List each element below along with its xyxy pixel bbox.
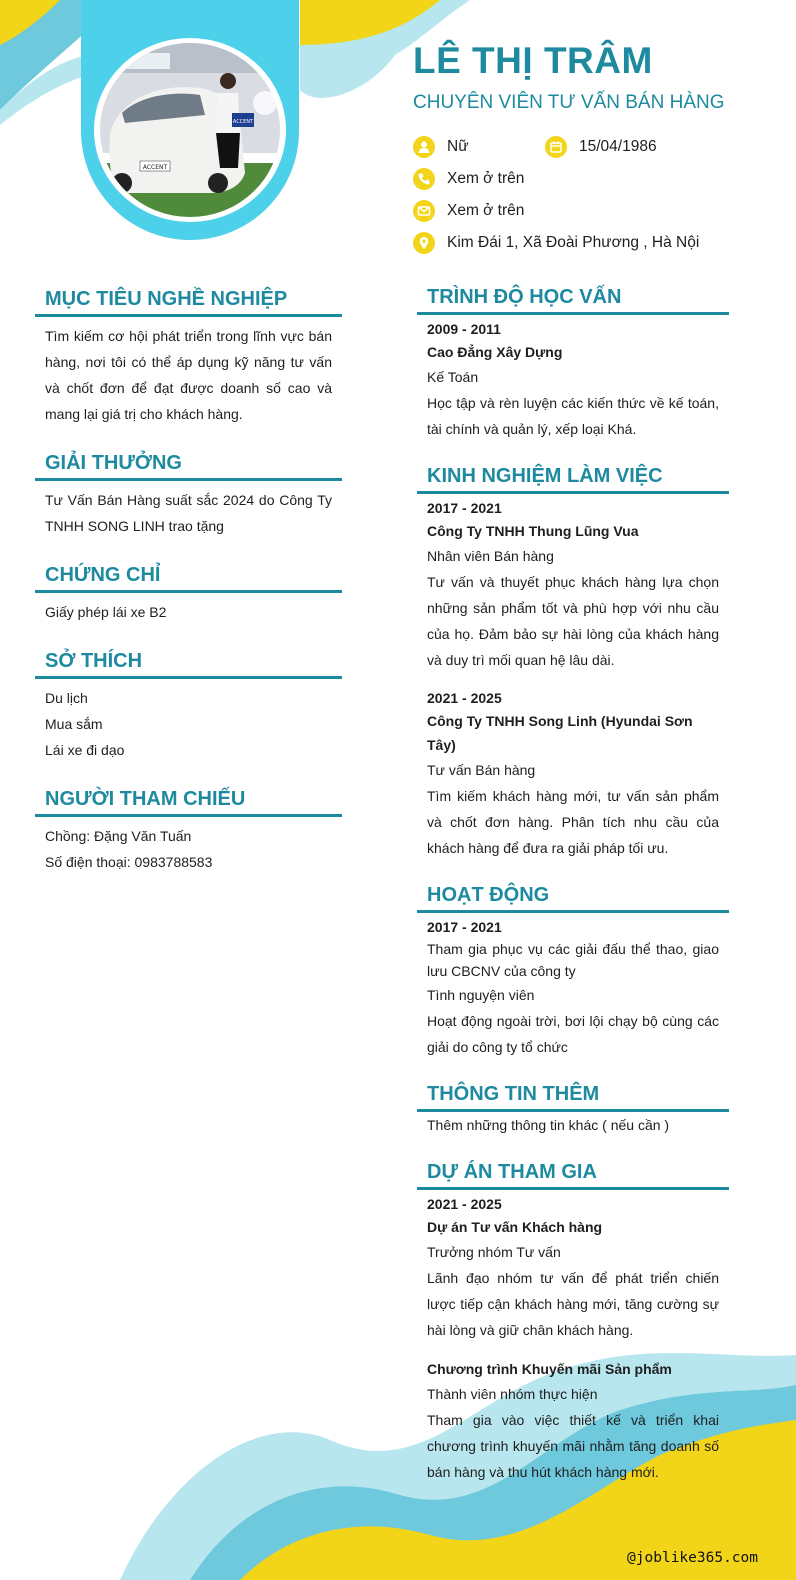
- experience-company: Công Ty TNHH Thung Lũng Vua: [427, 523, 639, 539]
- awards-text: Tư Vấn Bán Hàng suất sắc 2024 do Công Ty TNHH SONG LINH trao tặng: [45, 492, 332, 534]
- address-value: Kim Đái 1, Xã Đoài Phương , Hà Nội: [447, 234, 700, 251]
- more-info-section: [417, 1082, 729, 1138]
- gender-row: [413, 136, 469, 158]
- phone-icon: [413, 168, 435, 190]
- job-title: CHUYÊN VIÊN TƯ VẤN BÁN HÀNG: [413, 92, 725, 113]
- experience-section: [417, 464, 729, 861]
- reference-item: Số điện thoại: 0983788583: [45, 854, 213, 870]
- user-icon: [413, 136, 435, 158]
- education-period: 2009 - 2011: [427, 321, 501, 337]
- experience-company: Công Ty TNHH Song Linh (Hyundai Sơn Tây): [427, 713, 693, 753]
- certificate-item: Giấy phép lái xe B2: [45, 604, 167, 620]
- hobby-item: Mua sắm: [45, 716, 103, 732]
- references-title: NGƯỜI THAM CHIẾU: [35, 787, 342, 817]
- address-row: [413, 232, 699, 254]
- certificates-section: [35, 563, 342, 625]
- location-pin-icon: [413, 232, 435, 254]
- email-row: [413, 200, 524, 222]
- activities-period: 2017 - 2021: [427, 919, 502, 935]
- promo-sign: ACCENT: [232, 119, 254, 125]
- experience-role: Tư vấn Bán hàng: [427, 762, 536, 778]
- projects-title: DỰ ÁN THAM GIA: [417, 1160, 729, 1190]
- projects-section: [417, 1160, 729, 1485]
- phone-value: Xem ở trên: [447, 170, 525, 187]
- hobbies-section: [35, 649, 342, 763]
- objective-section: [35, 287, 342, 427]
- project-role: Trưởng nhóm Tư vấn: [427, 1244, 561, 1260]
- education-major: Kế Toán: [427, 369, 479, 385]
- profile-photo: [100, 43, 280, 217]
- certificates-title: CHỨNG CHỈ: [35, 563, 342, 593]
- education-title: TRÌNH ĐỘ HỌC VẤN: [417, 285, 729, 315]
- hobby-item: Du lịch: [45, 690, 88, 706]
- birthdate-value: 15/04/1986: [579, 138, 657, 155]
- awards-title: GIẢI THƯỞNG: [35, 451, 342, 481]
- watermark: @joblike365.com: [627, 1550, 758, 1566]
- experience-period: 2017 - 2021: [427, 500, 502, 516]
- project-period: 2021 - 2025: [427, 1196, 502, 1212]
- experience-title: KINH NGHIỆM LÀM VIỆC: [417, 464, 729, 494]
- phone-row: [413, 168, 524, 190]
- project-role: Thành viên nhóm thực hiện: [427, 1386, 598, 1402]
- experience-period: 2021 - 2025: [427, 690, 502, 706]
- birthdate-row: [545, 136, 657, 158]
- calendar-icon: [545, 136, 567, 158]
- project-item: [417, 1357, 729, 1485]
- activities-title: HOẠT ĐỘNG: [417, 883, 729, 913]
- activities-role: Tình nguyện viên: [427, 987, 535, 1003]
- references-section: [35, 787, 342, 875]
- experience-role: Nhân viên Bán hàng: [427, 548, 554, 564]
- experience-item: [417, 497, 729, 673]
- more-info-text: Thêm những thông tin khác ( nếu cần ): [427, 1117, 670, 1133]
- education-school: Cao Đẳng Xây Dựng: [427, 344, 563, 360]
- project-desc: Tham gia vào việc thiết kế và triển khai chương trình khuyến mãi nhằm tăng doanh số bán hàng và thu hút khách hàng mới.: [427, 1412, 719, 1480]
- left-column: [35, 287, 342, 875]
- right-column: [417, 285, 729, 1485]
- car-plate: ACCENT: [142, 164, 168, 171]
- experience-desc: Tìm kiếm khách hàng mới, tư vấn sản phẩm và chốt đơn hàng. Phân tích nhu cầu của khách hàng để đưa ra giải pháp tối ưu.: [427, 788, 719, 856]
- more-info-title: THÔNG TIN THÊM: [417, 1082, 729, 1112]
- activities-desc: Hoạt động ngoài trời, bơi lội chạy bộ cùng các giải do công ty tổ chức: [427, 1013, 719, 1055]
- activities-name: Tham gia phục vụ các giải đấu thể thao, giao lưu CBCNV của công ty: [427, 941, 719, 979]
- education-desc: Học tập và rèn luyện các kiến thức về kế toán, tài chính và quản lý, xếp loại Khá.: [427, 395, 719, 437]
- awards-section: [35, 451, 342, 539]
- project-name: Dự án Tư vấn Khách hàng: [427, 1219, 603, 1235]
- education-section: [417, 285, 729, 442]
- objective-title: MỤC TIÊU NGHỀ NGHIỆP: [35, 287, 342, 317]
- reference-item: Chồng: Đặng Văn Tuấn: [45, 828, 192, 844]
- project-name: Chương trình Khuyến mãi Sản phẩm: [427, 1361, 672, 1377]
- email-value: Xem ở trên: [447, 202, 525, 219]
- hobbies-title: SỞ THÍCH: [35, 649, 342, 679]
- activities-section: [417, 883, 729, 1060]
- mail-icon: [413, 200, 435, 222]
- experience-desc: Tư vấn và thuyết phục khách hàng lựa chọn những sản phẩm tốt và phù hợp với nhu cầu của họ. Đảm bảo sự hài lòng của khách hàng và duy trì mối quan hệ lâu dài.: [427, 574, 719, 668]
- project-desc: Lãnh đạo nhóm tư vấn để phát triển chiến lược tiếp cận khách hàng mới, tăng cường sự hài lòng và giữ chân khách hàng.: [427, 1270, 719, 1338]
- objective-text: Tìm kiếm cơ hội phát triển trong lĩnh vực bán hàng, nơi tôi có thể áp dụng kỹ năng tư vấn và chốt đơn để đạt được doanh số cao và mang lại giá trị cho khách hàng.: [45, 328, 332, 422]
- experience-item: [417, 687, 729, 861]
- hobby-item: Lái xe đi dạo: [45, 742, 125, 758]
- project-item: [417, 1193, 729, 1343]
- candidate-name: LÊ THỊ TRÂM: [413, 40, 653, 81]
- gender-value: Nữ: [447, 138, 469, 155]
